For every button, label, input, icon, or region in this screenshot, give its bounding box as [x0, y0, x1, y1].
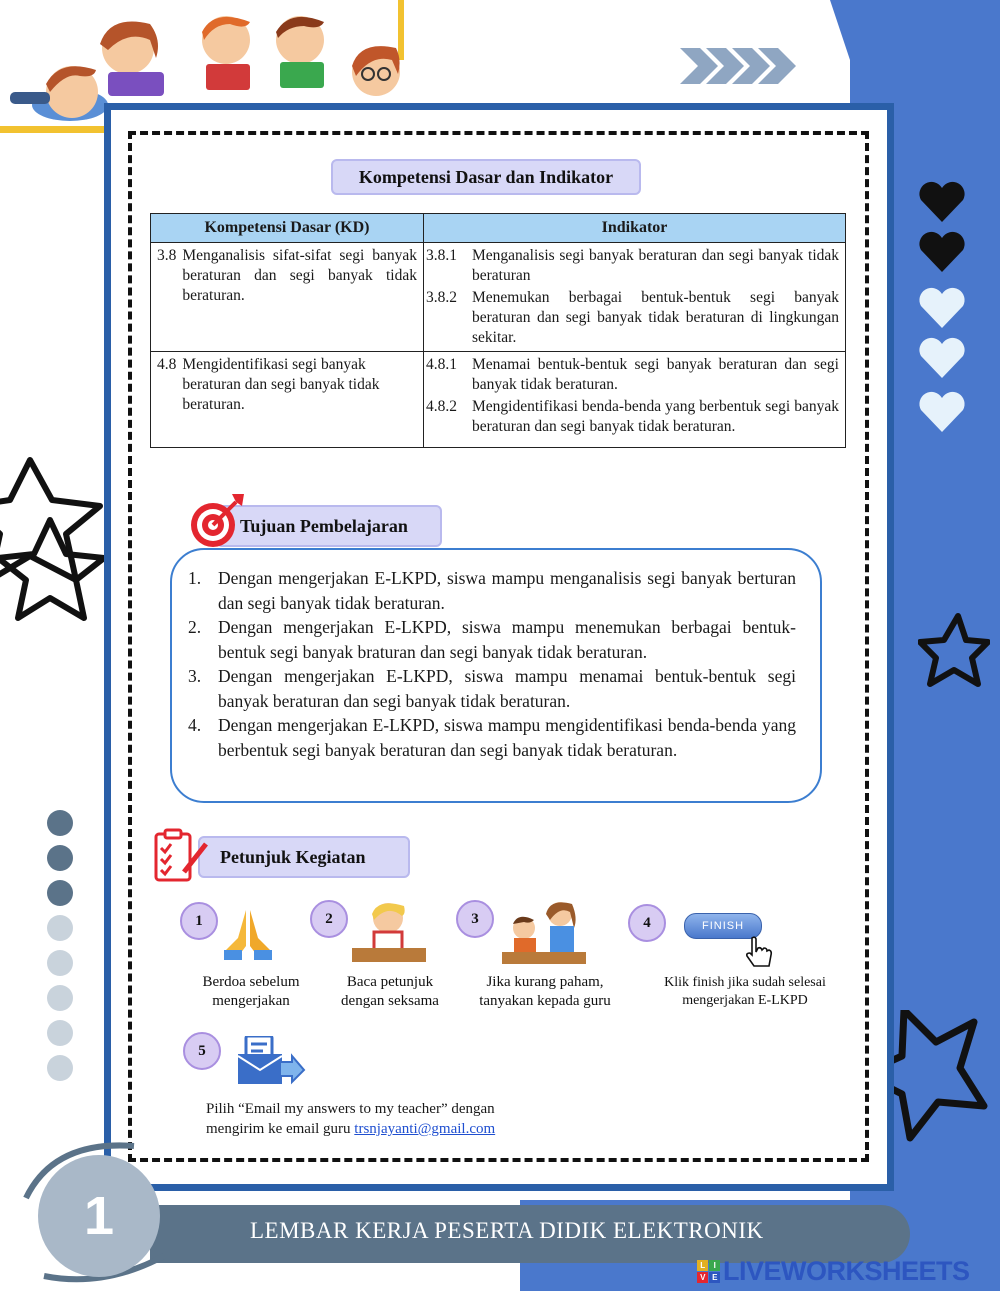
decor-dot [47, 880, 73, 906]
indikator-text: Menemukan berbagai bentuk-bentuk segi banyak beraturan dan segi banyak tidak beraturan di lingkungan sekitar. [472, 289, 839, 346]
kd-number: 4.8 [157, 356, 177, 373]
list-item [188, 615, 796, 664]
kd-cell [151, 352, 424, 448]
kd-cell [151, 243, 424, 352]
decor-dot [47, 950, 73, 976]
list-item [188, 566, 796, 615]
liveworksheets-brand-text: LIVEWORKSHEETS [723, 1256, 970, 1286]
list-item [188, 664, 796, 713]
item-number: 1. [188, 568, 202, 588]
hand-pointer-icon [744, 936, 774, 970]
indikator-number: 3.8.2 [426, 289, 457, 306]
indikator-text: Menamai bentuk-bentuk segi banyak beraturan dan segi banyak tidak beraturan. [472, 356, 839, 393]
table-row [151, 243, 846, 352]
star-outline-icon [880, 1010, 992, 1150]
step-caption-2: Baca petunjuk dengan seksama [341, 974, 439, 1009]
indikator-number: 4.8.1 [426, 356, 457, 373]
chevrons-decoration [680, 48, 796, 84]
item-number: 3. [188, 666, 202, 686]
boy-reading-icon [348, 896, 430, 966]
decor-dot [47, 915, 73, 941]
step-caption-3: Jika kurang paham, tanyakan kepada guru [479, 974, 611, 1009]
indikator-cell [424, 243, 846, 352]
kd-indikator-table [150, 213, 846, 448]
kd-text: Menganalisis sifat-sifat segi banyak beraturan dan segi banyak tidak beraturan. [182, 247, 417, 304]
teacher-student-icon [498, 898, 590, 968]
step-number-4: 4 [628, 904, 666, 942]
table-header-kd: Kompetensi Dasar (KD) [151, 214, 424, 243]
item-text: Dengan mengerjakan E-LKPD, siswa mampu menemukan berbagai bentuk-bentuk segi banyak braturan dan segi banyak tidak beraturan. [218, 617, 796, 662]
indikator-cell [424, 352, 846, 448]
step-number-5: 5 [183, 1032, 221, 1070]
step-number-1: 1 [180, 902, 218, 940]
footer-title: LEMBAR KERJA PESERTA DIDIK ELEKTRONIK [250, 1218, 764, 1243]
list-item [188, 713, 796, 762]
indikator-number: 4.8.2 [426, 398, 457, 415]
tujuan-list [188, 566, 796, 762]
heart-icon [919, 392, 964, 432]
item-text: Dengan mengerjakan E-LKPD, siswa mampu mengidentifikasi benda-benda yang berbentuk segi banyak beraturan dan segi banyak tidak beraturan. [218, 715, 796, 760]
decor-dot [47, 845, 73, 871]
step-number-2: 2 [310, 900, 348, 938]
item-text: Dengan mengerjakan E-LKPD, siswa mampu menamai bentuk-bentuk segi banyak beraturan dan segi banyak tidak beraturan. [218, 666, 796, 711]
hearts-decoration [915, 178, 970, 438]
indikator-number: 3.8.1 [426, 247, 457, 264]
checklist-icon [150, 828, 210, 886]
decor-dot [47, 985, 73, 1011]
star-outline-icon [0, 450, 110, 640]
kd-number: 3.8 [157, 247, 177, 264]
page-number: 1 [83, 1186, 115, 1246]
praying-hands-icon [218, 906, 278, 962]
decor-dot [47, 1020, 73, 1046]
step-caption-4: Klik finish jika sudah selesai mengerjakan E-LKPD [664, 975, 826, 1008]
kd-text: Mengidentifikasi segi banyak beraturan dan segi banyak tidak beraturan. [182, 356, 380, 413]
kd-section-title: Kompetensi Dasar dan Indikator [331, 159, 641, 195]
petunjuk-section-title: Petunjuk Kegiatan [198, 836, 410, 878]
item-number: 2. [188, 617, 202, 637]
heart-icon [919, 338, 964, 378]
liveworksheets-logo: L I V E LIVEWORKSHEETS [697, 1256, 970, 1287]
heart-icon [919, 232, 964, 272]
step-caption-5: Pilih “Email my answers to my teacher” dengan mengirim ke email guru trsnjayanti@gmail.com [206, 1101, 496, 1137]
email-send-icon [236, 1036, 306, 1088]
step-caption-1: Berdoa sebelum mengerjakan [202, 974, 300, 1009]
teacher-email-link[interactable]: trsnjayanti@gmail.com [354, 1121, 496, 1137]
decor-dot [47, 1055, 73, 1081]
item-number: 4. [188, 715, 202, 735]
indikator-text: Menganalisis segi banyak beraturan dan segi banyak tidak beraturan [472, 247, 839, 284]
star-outline-icon [918, 612, 990, 690]
target-icon [188, 492, 246, 550]
table-row [151, 352, 846, 448]
indikator-text: Mengidentifikasi benda-benda yang berbentuk segi banyak beraturan dan segi banyak tidak beraturan. [472, 398, 839, 435]
heart-icon [919, 182, 964, 222]
tujuan-section-title: Tujuan Pembelajaran [216, 505, 442, 547]
step-number-3: 3 [456, 900, 494, 938]
heart-icon [919, 288, 964, 328]
finish-button[interactable]: FINISH [684, 913, 762, 939]
decor-dot [47, 810, 73, 836]
item-text: Dengan mengerjakan E-LKPD, siswa mampu menganalisis segi banyak berturan dan segi banyak tidak beraturan. [218, 568, 796, 613]
table-header-indikator: Indikator [424, 214, 846, 243]
